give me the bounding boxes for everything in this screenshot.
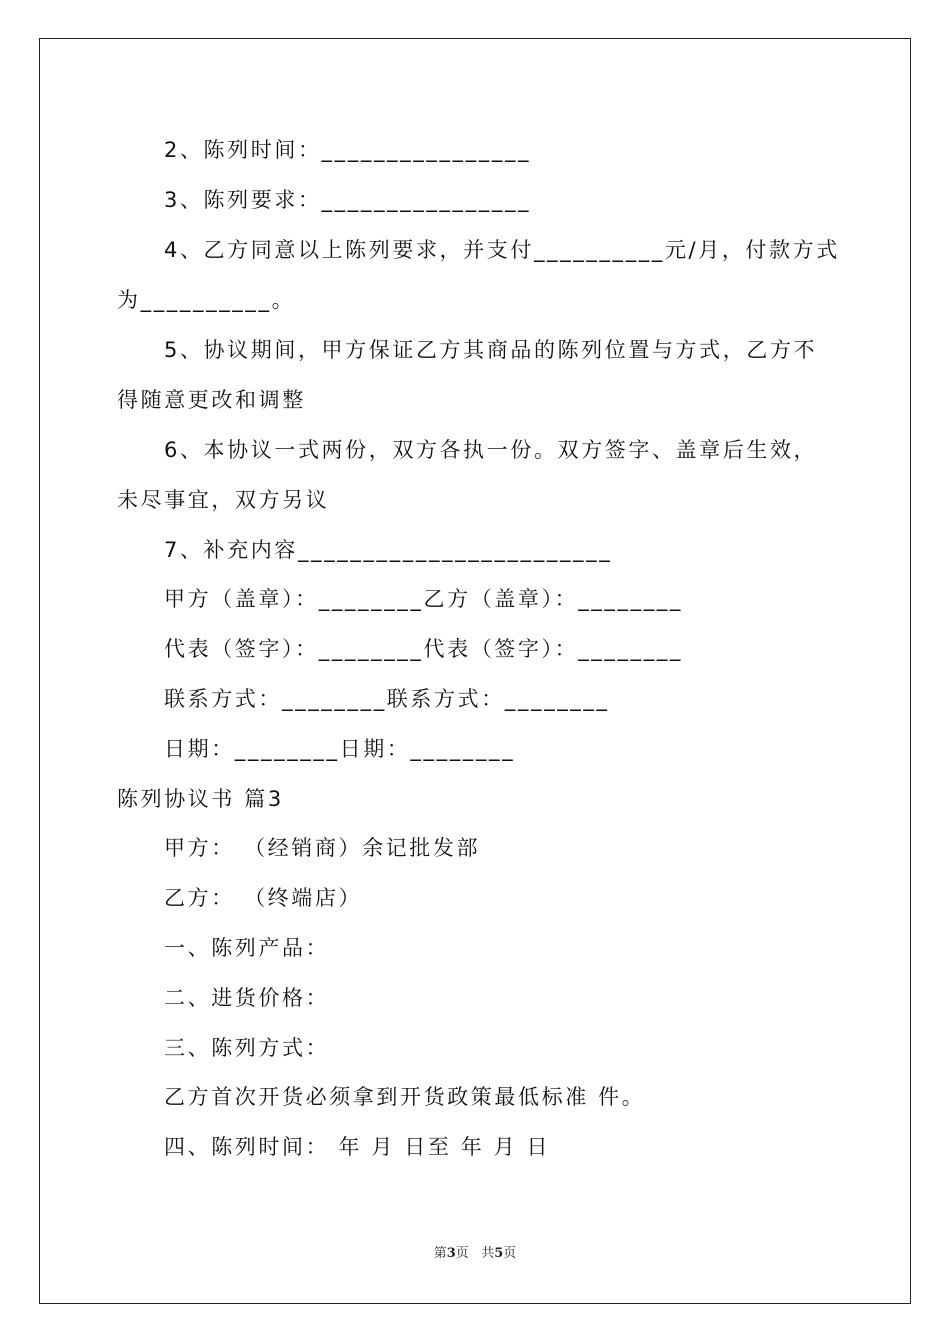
clause-payment-continued: 为__________。 (117, 288, 296, 312)
item-display-products: 一、陈列产品： (164, 936, 330, 960)
clause-copies-continued: 未尽事宜，双方另议 (117, 488, 330, 512)
clause-agreement-period: 5、协议期间，甲方保证乙方其商品的陈列位置与方式，乙方不 (164, 338, 818, 362)
page-footer (0, 1245, 950, 1263)
page-frame (39, 38, 911, 1304)
party-a-line: 甲方： （经销商）余记批发部 (164, 836, 481, 860)
clause-payment: 4、乙方同意以上陈列要求，并支付__________元/月，付款方式 (164, 238, 840, 262)
clause-display-requirements: 3、陈列要求：________________ (164, 188, 532, 212)
page-total: 5 (494, 1246, 504, 1261)
page-current: 3 (446, 1246, 456, 1261)
section-heading: 陈列协议书 篇3 (117, 787, 284, 811)
party-b-line: 乙方： （终端店） (164, 886, 363, 910)
signature-date-row: 日期：________日期：________ (164, 737, 516, 761)
signature-representative-row: 代表（签字）：________代表（签字）：________ (164, 637, 683, 661)
page-suffix: 页 (503, 1246, 517, 1261)
clause-display-time: 2、陈列时间：________________ (164, 138, 532, 162)
signature-seal-row: 甲方（盖章）：________乙方（盖章）：________ (164, 587, 683, 611)
item-display-method: 三、陈列方式： (164, 1036, 330, 1060)
first-order-requirement: 乙方首次开货必须拿到开货政策最低标准 件。 (164, 1085, 646, 1109)
clause-supplementary: 7、补充内容________________________ (164, 538, 613, 562)
clause-copies: 6、本协议一式两份，双方各执一份。双方签字、盖章后生效， (164, 438, 818, 462)
item-display-period: 四、陈列时间： 年 月 日至 年 月 日 (164, 1135, 551, 1159)
page-mid: 页 共 (455, 1246, 495, 1261)
signature-contact-row: 联系方式：________联系方式：________ (164, 687, 610, 711)
clause-agreement-period-continued: 得随意更改和调整 (117, 388, 306, 412)
item-purchase-price: 二、进货价格： (164, 986, 330, 1010)
page-prefix: 第 (433, 1246, 447, 1261)
